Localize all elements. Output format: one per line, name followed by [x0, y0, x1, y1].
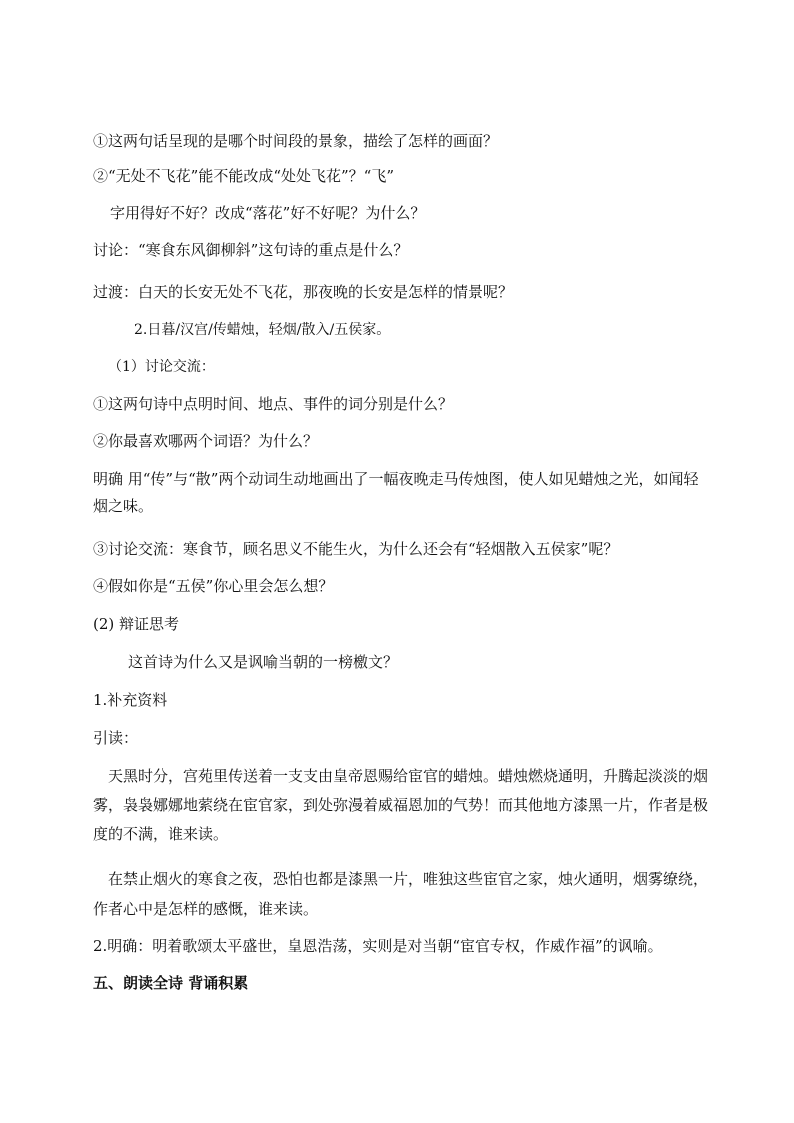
sub-question-2: ②你最喜欢哪两个词语？为什么？ — [93, 432, 319, 450]
clarification-paragraph: 明确 用“传”与“散”两个动词生动地画出了一幅夜晚走马传烛图，使人如见蜡烛之光，如闻轻烟之味。 — [93, 470, 699, 515]
narrative-paragraph-2: 在禁止烟火的寒食之夜，恐怕也都是漆黑一片，唯独这些宦官之家，烛火通明，烟雾缭绕，作者心中是怎样的感慨，谁来读。 — [93, 870, 709, 918]
sub-question-1: ①这两句诗中点明时间、地点、事件的词分别是什么？ — [93, 395, 454, 413]
question-2-continued: 字用得好不好？改成“落花”好不好呢？为什么？ — [110, 204, 426, 222]
discussion-line: 讨论：“寒食东风御柳斜”这句诗的重点是什么？ — [93, 241, 409, 259]
question-1: ①这两句话呈现的是哪个时间段的景象，描绘了怎样的画面？ — [93, 132, 499, 150]
lead-reading-label: 引读： — [93, 729, 139, 747]
supplement-heading: 1.补充资料 — [93, 691, 168, 709]
section-5-heading: 五、朗读全诗 背诵积累 — [93, 974, 249, 992]
verse-2: 2.日暮/汉宫/传蜡烛，轻烟/散入/五侯家。 — [134, 322, 391, 338]
subheading-dialectical: (2) 辩证思考 — [93, 615, 180, 633]
subheading-discussion: （1）讨论交流： — [108, 359, 215, 375]
question-2: ②“无处不飞花”能不能改成“处处飞花”？“飞” — [93, 167, 395, 185]
clarification-2: 2.明确：明着歌颂太平盛世，皇恩浩荡，实则是对当朝“宦官专权，作威作福”的讽喻。 — [93, 937, 663, 955]
sub-question-4: ④假如你是“五侯”你心里会怎么想？ — [93, 577, 334, 595]
transition-line: 过渡：白天的长安无处不飞花，那夜晚的长安是怎样的情景呢？ — [93, 283, 514, 301]
dialectical-question: 这首诗为什么又是讽喻当朝的一榜檄文？ — [128, 653, 399, 671]
narrative-paragraph-1: 天黑时分，宫苑里传送着一支支由皇帝恩赐给宦官的蜡烛。蜡烛燃烧通明，升腾起淡淡的烟雾，袅袅娜娜地萦绕在宦官家，到处弥漫着威福恩加的气势！而其他地方漆黑一片，作者是极度的不满，谁来读。 — [93, 767, 709, 843]
sub-question-3: ③讨论交流：寒食节，顾名思义不能生火，为什么还会有“轻烟散入五侯家”呢？ — [93, 540, 619, 558]
